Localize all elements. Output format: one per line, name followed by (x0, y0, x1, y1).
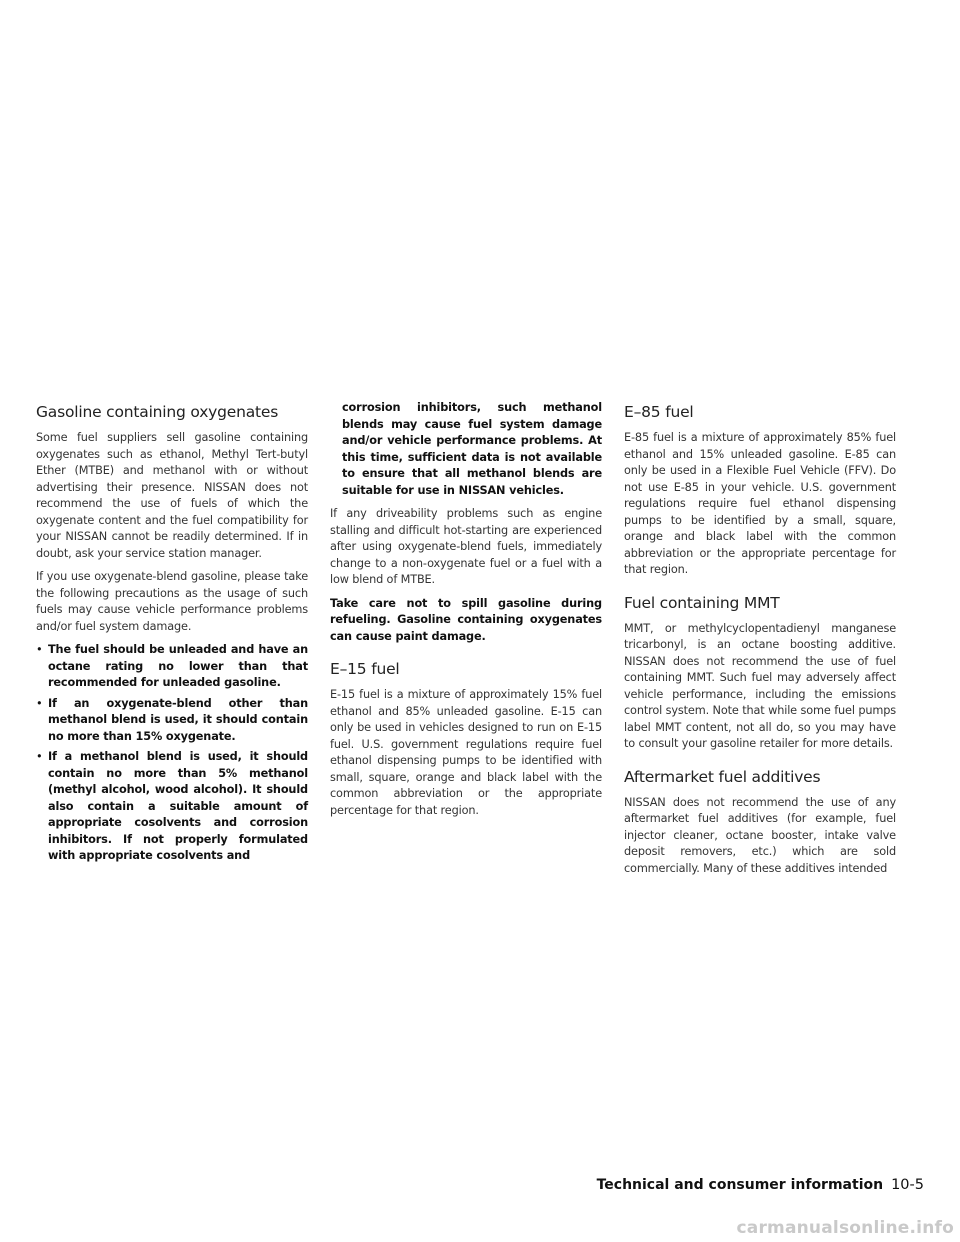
paragraph-mmt: MMT, or methylcyclopentadienyl manganese tricarbonyl, is an octane boosting additive. NISSAN does not recommend the use of fuel containing MMT. Such fuel may adversely affect vehicle performance, including the emissions control system. Note that while some fuel pumps label MMT content, not all do, so you may have to consult your gasoline retailer for more details. (624, 621, 896, 750)
paragraph-e15: E-15 fuel is a mixture of approximately 15% fuel ethanol and 85% unleaded gasoline. E-15 can only be used in vehicles designed to run on E-15 fuel. U.S. government regulations require fuel ethanol dispensing pumps to be identified with small, square, orange and black label with the common abbreviation or the appropriate percentage for that region. (330, 688, 602, 817)
heading-gasoline-oxygenates: Gasoline containing oxygenates (36, 403, 279, 421)
bullet-dot: • (36, 643, 43, 656)
bullet-text: If an oxygenate-blend other than methanol blend is used, it should contain no more than 15% oxygenate. (48, 696, 308, 743)
paragraph-spill-warning: Take care not to spill gasoline during refueling. Gasoline containing oxygenates can cause paint damage. (330, 596, 602, 643)
column-right (624, 402, 896, 884)
page-footer (597, 1177, 924, 1193)
bullet-unleaded (36, 642, 308, 692)
paragraph-precautions: If you use oxygenate-blend gasoline, please take the following precautions as the usage of such fuels may cause vehicle performance problems and/or fuel system damage. (36, 570, 308, 633)
bullet-dot: • (36, 750, 43, 763)
column-left (36, 402, 308, 869)
paragraph-e85: E-85 fuel is a mixture of approximately 85% fuel ethanol and 15% unleaded gasoline. E-85 can only be used in a Flexible Fuel Vehicle (FFV). Do not use E-85 in your vehicle. U.S. government regulations require fuel ethanol dispensing pumps to be identified by a small, square, orange and black label with the common abbreviation or the appropriate percentage for that region. (624, 431, 896, 576)
heading-mmt-fuel: Fuel containing MMT (624, 593, 780, 612)
heading-e15-fuel: E–15 fuel (330, 660, 400, 678)
heading-e85-fuel: E–85 fuel (624, 403, 694, 421)
bullet-methanol-continued: corrosion inhibitors, such methanol blends may cause fuel system damage and/or vehicle performance problems. At this time, sufficient data is not available to ensure that all methanol blends are suitable for use in NISSAN vehicles. (342, 401, 602, 497)
column-middle (330, 400, 602, 826)
bullet-methanol-blend (36, 749, 308, 865)
footer-page-number: 10-5 (891, 1177, 924, 1193)
paragraph-driveability: If any driveability problems such as engine stalling and difficult hot-starting are experienced after using oxygenate-blend fuels, immediately change to a non-oxygenate fuel or a fuel with a low blend of MTBE. (330, 507, 602, 586)
watermark: carmanualsonline.info (736, 1218, 954, 1238)
heading-aftermarket-additives: Aftermarket fuel additives (624, 767, 821, 786)
bullet-text: The fuel should be unleaded and have an octane rating no lower than that recommended for unleaded gasoline. (48, 643, 308, 689)
paragraph-aftermarket-additives: NISSAN does not recommend the use of any aftermarket fuel additives (for example, fuel injector cleaner, octane booster, intake valve deposit removers, etc.) which are sold commercially. Many of these additives intended (624, 795, 896, 875)
bullet-oxygenate-blend (36, 696, 308, 746)
bullet-dot: • (36, 696, 43, 710)
footer-section-title: Technical and consumer information (596, 1177, 884, 1193)
bullet-text: If a methanol blend is used, it should contain no more than 5% methanol (methyl alcohol, wood alcohol). It should also contain a suitable amount of appropriate cosolvents and corrosion inhibitors. If not properly formulated with appropriate cosolvents and (48, 750, 308, 862)
paragraph-oxygenates-intro: Some fuel suppliers sell gasoline containing oxygenates such as ethanol, Methyl Tert-butyl Ether (MTBE) and methanol with or without advertising their presence. NISSAN does not recommend the use of fuels of which the oxygenate content and the fuel compatibility for your NISSAN cannot be readily determined. If in doubt, ask your service station manager. (36, 431, 308, 560)
